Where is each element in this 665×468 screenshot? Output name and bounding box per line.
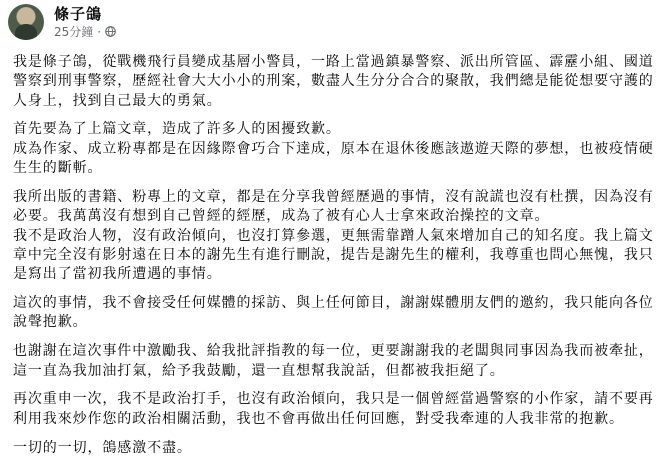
author-avatar[interactable] — [8, 4, 44, 40]
post-paragraph: 一切的一切，鴿感激不盡。 — [13, 439, 192, 456]
post-meta — [54, 5, 116, 40]
author-name[interactable]: 條子鴿 — [54, 4, 103, 23]
post-paragraph: 再次重申一次，我不是政治打手，也沒有政治傾向，我只是一個曾經當過警察的小作家，請不要再 利用我來炒作您的政治相關活動，我也不會再做出任何回應，對受我牽連的人我非常的抱歉。 — [13, 391, 654, 427]
separator-dot: · — [97, 24, 102, 39]
post-header — [8, 4, 116, 40]
post-subline — [54, 24, 116, 40]
post-body — [13, 53, 658, 468]
post-paragraph: 這次的事情，我不會接受任何媒體的採訪、與上任何節目，謝謝媒體朋友們的邀約，我只能向各位 說聲抱歉。 — [13, 295, 654, 331]
post-paragraph: 我是條子鴿，從戰機飛行員變成基層小警員，一路上當過鎮暴警察、派出所管區、霹靂小組、國道 警察到刑事警察，歷經社會大大小小的刑案，數盡人生分分合合的聚散，我們總是能從想要守護的 人身上，找到自己最大的勇氣。 — [13, 54, 654, 109]
post-timestamp[interactable]: 25分鐘 — [54, 24, 94, 39]
globe-icon[interactable] — [105, 26, 116, 37]
post-paragraph: 我所出版的書籍、粉專上的文章，都是在分享我曾經歷過的事情，沒有說謊也沒有杜撰，因為沒有 必要。我萬萬沒有想到自己曾經的經歷，成為了被有心人士拿來政治操控的文章。 我不是政治人物，沒有政治傾向，也沒打算參選，更無需靠蹭人氣來增加自己的知名度。我上篇文 章中完全沒有影射遠在日本的謝先生有進行刪說，提告是謝先生的權利，我尊重也問心無愧，我只 是寫出了當初我所遭遇的事情。 — [13, 188, 654, 283]
post-paragraph: 也謝謝在這次事件中激勵我、給我批評指教的每一位，更要謝謝我的老闆與同事因為我而被牽扯， 這一直為我加油打氣，給予我鼓勵，還一直想幫我說話，但都被我拒絕了。 — [13, 343, 654, 379]
post-paragraph: 首先要為了上篇文章，造成了許多人的困擾致歉。 成為作家、成立粉專都是在因緣際會巧合下達成，原本在退休後應該遨遊天際的夢想，也被疫情硬 生生的斷斬。 — [13, 121, 654, 177]
